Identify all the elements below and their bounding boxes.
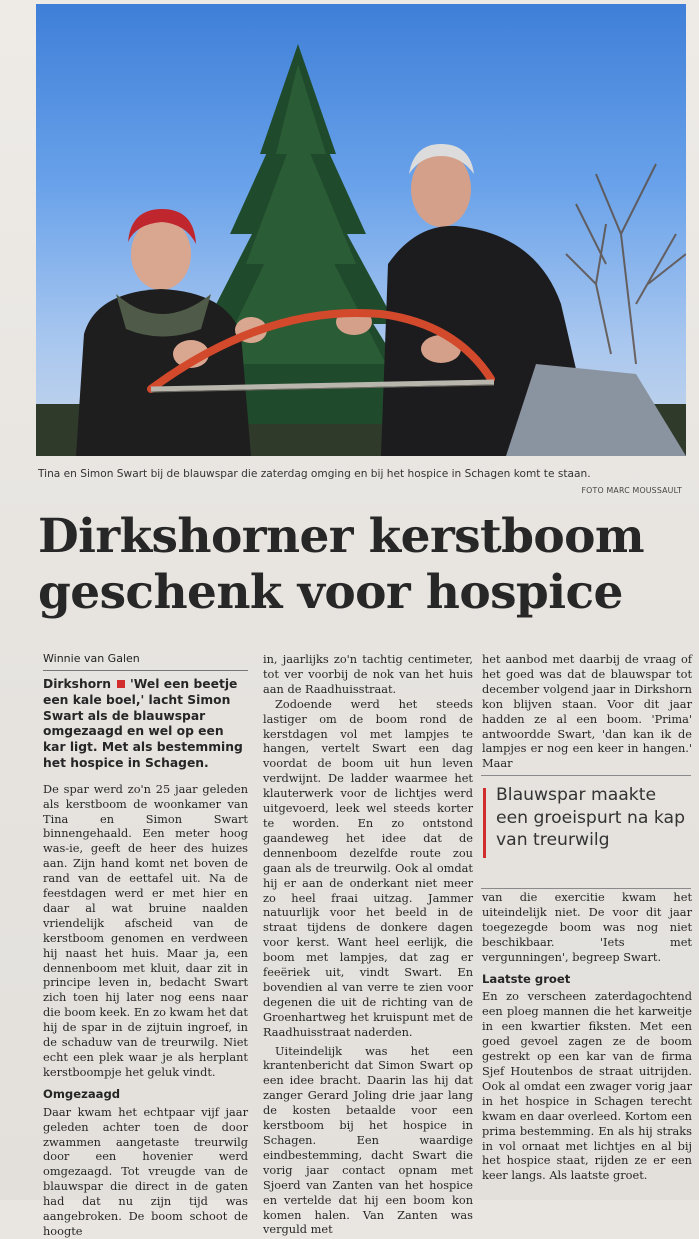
body-paragraph: Uiteindelijk was het een krantenbericht dat Simon Swart op een idee bracht. Daarin las hij dat zanger Gerard Joling drie jaar lang de kosten betaalde voor een kerstboom bij het hospice in Schagen. Een waardige eindbestemming, dacht Swart die vorig jaar contact opnam met Sjoerd van Zanten van het hospice en vertelde dat hij een boom kon komen halen. Van Zanten was verguld met <box>263 1043 473 1237</box>
photo-illustration <box>36 4 686 456</box>
headline-line-2: geschenk voor hospice <box>38 565 623 620</box>
headline-line-1: Dirkshorner kerstboom <box>38 509 644 564</box>
body-paragraph: het aanbod met daarbij de vraag of het goed was dat de blauwspar tot december volgend jaar in Dirkshorn kon blijven staan. Voor dit jaar hadden ze al een boom. 'Prima' antwoordde Swart, 'dan kan ik de lampjes er nog een keer in hangen.' Maar <box>482 652 692 771</box>
pull-quote-text: Blauwspar maakte een groeispurt na kap van treurwilg <box>496 785 685 850</box>
article-photo <box>36 4 686 456</box>
subheading-laatste-groet: Laatste groet <box>482 971 571 986</box>
lead-paragraph <box>43 677 248 772</box>
red-square-icon <box>117 680 125 688</box>
author-byline: Winnie van Galen <box>43 652 248 671</box>
article-column-3 <box>482 652 692 771</box>
photo-credit: FOTO MARC MOUSSAULT <box>581 486 682 495</box>
article-column-3-continued <box>482 890 692 1183</box>
body-paragraph: Daar kwam het echtpaar vijf jaar geleden achter toen de door zwammen aangetaste treurwilg door een hovenier werd omgezaagd. Tot vreugde van de blauwspar die direct in de gaten had dat nu zijn tijd was aangebroken. De boom schoot de hoogte <box>43 1104 248 1238</box>
body-paragraph: En zo verscheen zaterdagochtend een ploeg mannen die het karweitje in een kwartier fiksten. Met een goed gevoel zagen ze de boom gestrekt op een kar van de firma Sjef Houtenbos de straat uitrijden. Ook al omdat een zwager vorig jaar in het hospice in Schagen terecht kwam en daar overleed. Kortom een prima bestemming. En als hij straks in vol ornaat met lichtjes en al bij het hospice staat, rijden ze er een keer langs. Als laatste groet. <box>482 989 692 1183</box>
body-paragraph: De spar werd zo'n 25 jaar geleden als kerstboom de woonkamer van Tina en Simon Swart binnengehaald. Een meter hoog was-ie, geeft de heer des huizes aan. Zijn hand komt net boven de rand van de eettafel uit. Na de feestdagen werd er met hier en daar al wat bruine naalden vriendelijk afscheid van de kerstboom genomen en verdween hij naast het huis. Maar ja, een dennenboom met kluit, daar zit in principe leven in, bedacht Swart zich toen hij later nog eens naar die boom keek. En zo kwam het dat hij de spar in de zijtuin ingroef, in de schaduw van de treurwilg. Niet echt een plek waar je als herplant kerstboompje het geluk vindt. <box>43 781 248 1079</box>
photo-caption: Tina en Simon Swart bij de blauwspar die zaterdag omging en bij het hospice in Schagen komt te staan. <box>38 468 591 480</box>
body-paragraph: Zodoende werd het steeds lastiger om de boom rond de kerstdagen vol met lampjes te hangen, vertelt Swart een dag voordat de boom uit hun leven verdwijnt. De ladder waarmee het klauterwerk voor de lichtjes werd uitgevoerd, leek wel steeds korter te worden. En zo ontstond gaandeweg het idee dat de dennenboom dezelfde route zou gaan als de treurwilg. Ook al omdat hij er aan de onderkant niet meer zo heel fraai uitzag. Jammer natuurlijk voor het beeld in de straat tijdens de donkere dagen voor kerst. Want heel eerlijk, die boom met lampjes, dat zag er feeëriek uit, vindt Swart. En bovendien al van verre te zien voor degenen die uit de richting van de Groenhartweg het kruispunt met de Raadhuisstraat naderden. <box>263 696 473 1039</box>
body-paragraph: in, jaarlijks zo'n tachtig centimeter, tot ver voorbij de nok van het huis aan de Raadhuisstraat. <box>263 652 473 696</box>
article-column-2 <box>263 652 473 1237</box>
headline <box>38 509 688 621</box>
article-column-1 <box>43 652 248 1239</box>
body-paragraph: van die exercitie kwam het uiteindelijk niet. De voor dit jaar toegezegde boom was nog niet beschikbaar. 'Iets met vergunningen', begreep Swart. <box>482 890 692 964</box>
pull-quote <box>481 775 691 889</box>
pull-quote-bar <box>483 788 486 858</box>
subheading-omgezaagd: Omgezaagd <box>43 1086 121 1101</box>
lead-text: 'Wel een beetje een kale boel,' lacht Simon Swart als de blauwspar omgezaagd en wel op een kar ligt. Met als bestemming het hospice in Schagen. <box>43 676 243 770</box>
dateline-place: Dirkshorn <box>43 676 112 691</box>
